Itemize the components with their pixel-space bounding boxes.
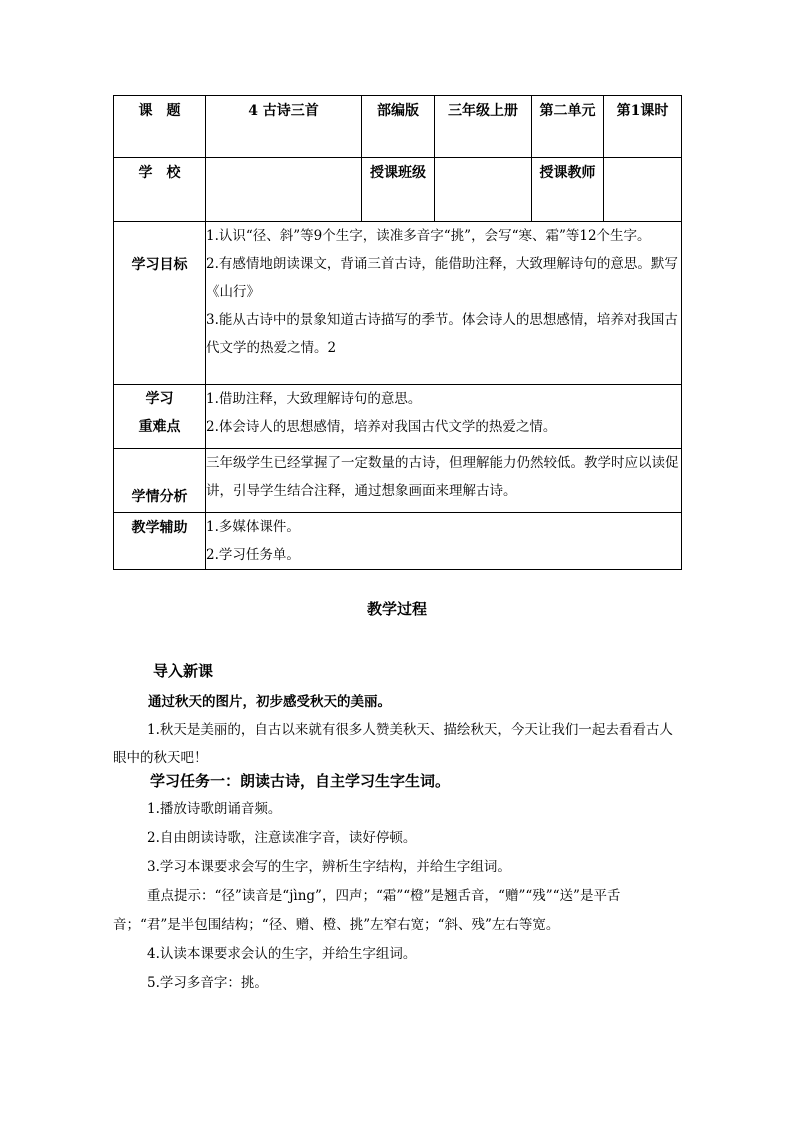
intro-heading: 导入新课: [153, 662, 214, 680]
period: 第1课时: [604, 96, 682, 158]
table-row-title: [114, 96, 682, 158]
lesson-title: 4 古诗三首: [206, 96, 362, 158]
table-row-aids: [114, 513, 682, 570]
goal-item: 3.能从古诗中的景象知道古诗描写的季节。体会诗人的思想感情，培养对我国古代文学的热爱之情。2: [206, 312, 678, 356]
lesson-plan-table: [113, 95, 682, 570]
list-item: 2.自由朗读诗歌，注意读准字音，读好停顿。: [147, 830, 417, 846]
class-value: [435, 158, 532, 222]
class-label: 授课班级: [362, 158, 435, 222]
school-label: 学 校: [114, 158, 206, 222]
aids-label: 教学辅助: [114, 513, 206, 570]
intro-paragraph: [113, 716, 681, 772]
unit: 第二单元: [532, 96, 604, 158]
aids-content: [206, 513, 682, 570]
table-row-key-points: [114, 385, 682, 449]
title-label: 课 题: [114, 96, 206, 158]
table-row-analysis: [114, 449, 682, 513]
process-title: 教学过程: [366, 600, 427, 618]
goals-content: [206, 222, 682, 385]
key-points-content: [206, 385, 682, 449]
intro-subheading: 通过秋天的图片，初步感受秋天的美丽。: [148, 694, 391, 710]
analysis-content: 三年级学生已经掌握了一定数量的古诗，但理解能力仍然较低。教学时应以读促讲，引导学生结合注释，通过想象画面来理解古诗。: [206, 449, 682, 513]
goal-item: 1.认识“径、斜”等9个生字，读准多音字“挑”，会写“寒、霜”等12个生字。: [206, 228, 651, 244]
table-row-goals: [114, 222, 682, 385]
teacher-value: [604, 158, 682, 222]
key-point-item: 1.借助注释，大致理解诗句的意思。: [206, 391, 422, 407]
goal-item: 2.有感情地朗读课文，背诵三首古诗，能借助注释，大致理解诗句的意思。默写《山行》: [206, 256, 678, 300]
teacher-label: 授课教师: [532, 158, 604, 222]
list-item: 5.学习多音字：挑。: [147, 975, 268, 991]
analysis-label: 学情分析: [114, 449, 206, 513]
grade: 三年级上册: [435, 96, 532, 158]
list-item: 3.学习本课要求会写的生字，辨析生字结构，并给生字组词。: [147, 859, 511, 875]
table-row-school: [114, 158, 682, 222]
key-points-label-line2: 重难点: [138, 419, 181, 435]
aid-item: 1.多媒体课件。: [206, 519, 300, 535]
task1-list: [113, 795, 681, 998]
key-points-label: [114, 385, 206, 449]
goals-label: 学习目标: [114, 222, 206, 385]
list-item: 1.播放诗歌朗诵音频。: [147, 801, 282, 817]
intro-text: 1.秋天是美丽的，自古以来就有很多人赞美秋天、描绘秋天，今天让我们一起去看看古人眼中的秋天吧！: [113, 722, 673, 766]
key-point-item: 2.体会诗人的思想感情，培养对我国古代文学的热爱之情。: [206, 419, 557, 435]
aid-item: 2.学习任务单。: [206, 547, 300, 563]
task1-heading: 学习任务一：朗读古诗，自主学习生字生词。: [150, 772, 451, 790]
school-value: [206, 158, 362, 222]
edition: 部编版: [362, 96, 435, 158]
key-points-label-line1: 学习: [145, 391, 174, 407]
list-item: 4.认读本课要求会认的生字，并给生字组词。: [147, 946, 417, 962]
list-item: 重点提示：“径”读音是“jìng”，四声；“霜”“橙”是翘舌音，“赠”“残”“送”是平舌音；“君”是半包围结构；“径、赠、橙、挑”左窄右宽；“斜、残”左右等宽。: [113, 888, 621, 933]
